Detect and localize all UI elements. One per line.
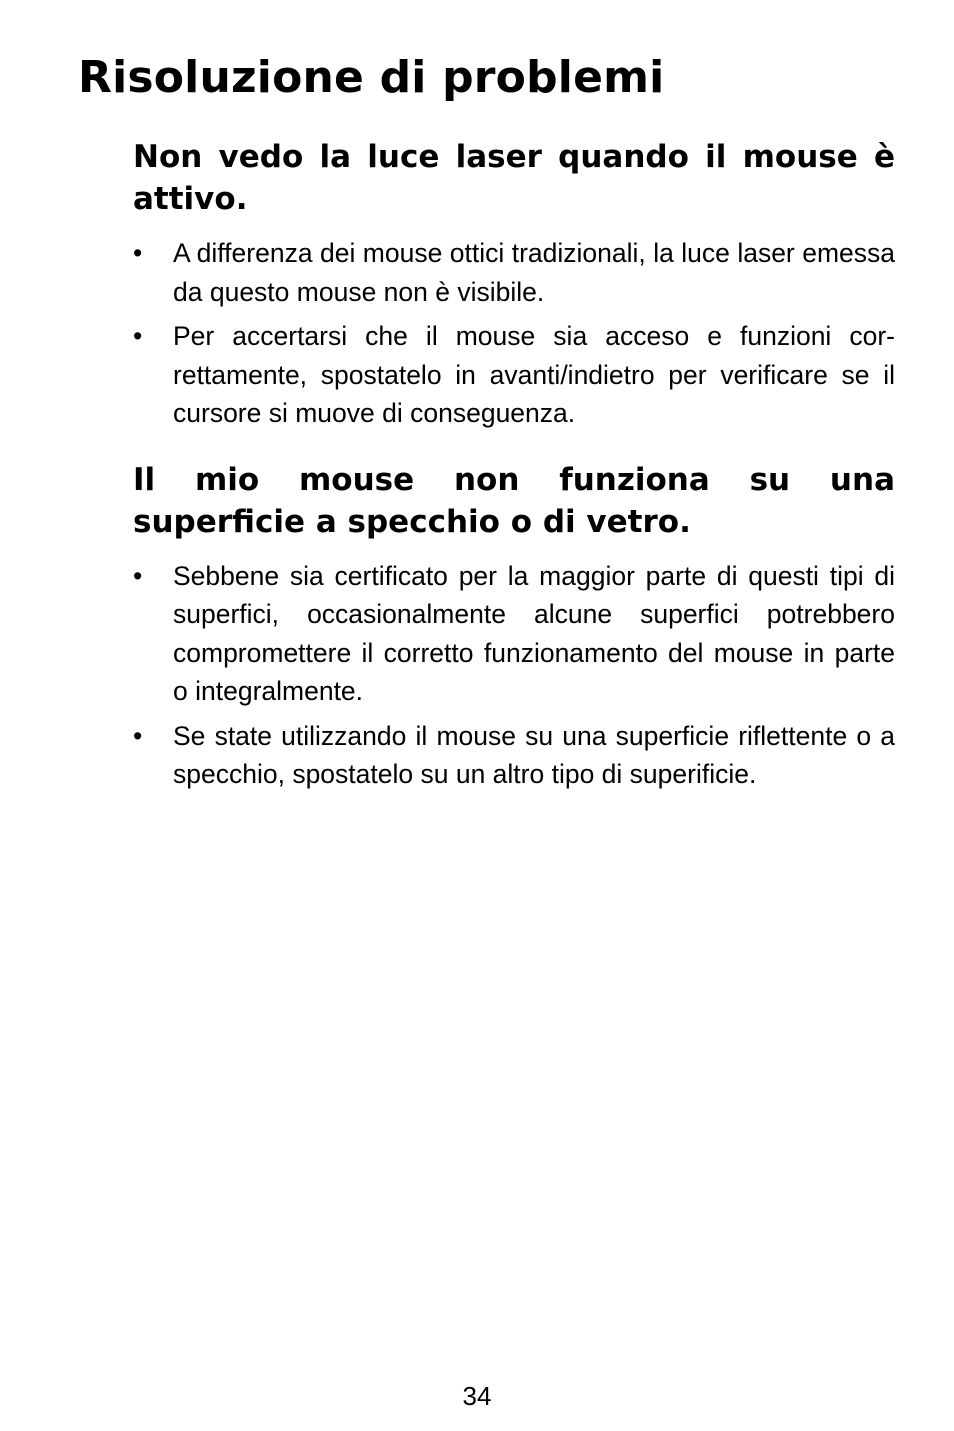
bullet-list bbox=[133, 234, 895, 433]
bullet-list bbox=[133, 557, 895, 794]
list-item-text: Se state utilizzando il mouse su una superficie riflettente o a specchio, spostatelo su un altro tipo di superificie. bbox=[173, 720, 895, 789]
page-title: Risoluzione di problemi bbox=[78, 52, 665, 103]
list-item bbox=[133, 557, 895, 711]
section-laser-light bbox=[133, 136, 895, 433]
list-item-text: Per accertarsi che il mouse sia acceso e funzioni correttamente, spostatelo in avanti/indietro per verificare se il cursore si muove di conseguenza. bbox=[173, 321, 895, 428]
document-body bbox=[133, 136, 895, 794]
list-item bbox=[133, 317, 895, 433]
bullet-icon: • bbox=[133, 238, 143, 268]
bullet-icon: • bbox=[133, 321, 143, 351]
list-item-text: Sebbene sia certificato per la maggior parte di questi tipi di superfici, occasionalmente alcune superfici potrebbero compromettere il corretto funzionamento del mouse in parte o integralmente. bbox=[173, 560, 895, 706]
section-heading: Il mio mouse non funziona su una superficie a specchio o di vetro. bbox=[133, 461, 895, 540]
list-item-text: A differenza dei mouse ottici tradizionali, la luce laser emessa da questo mouse non è visibile. bbox=[173, 238, 895, 307]
bullet-icon: • bbox=[133, 560, 143, 591]
bullet-icon: • bbox=[133, 720, 143, 751]
list-item bbox=[133, 717, 895, 794]
section-heading: Non vedo la luce laser quando il mouse è attivo. bbox=[133, 139, 895, 217]
list-item bbox=[133, 234, 895, 311]
page-number: 34 bbox=[462, 1381, 492, 1411]
section-mirror-surface bbox=[133, 459, 895, 794]
